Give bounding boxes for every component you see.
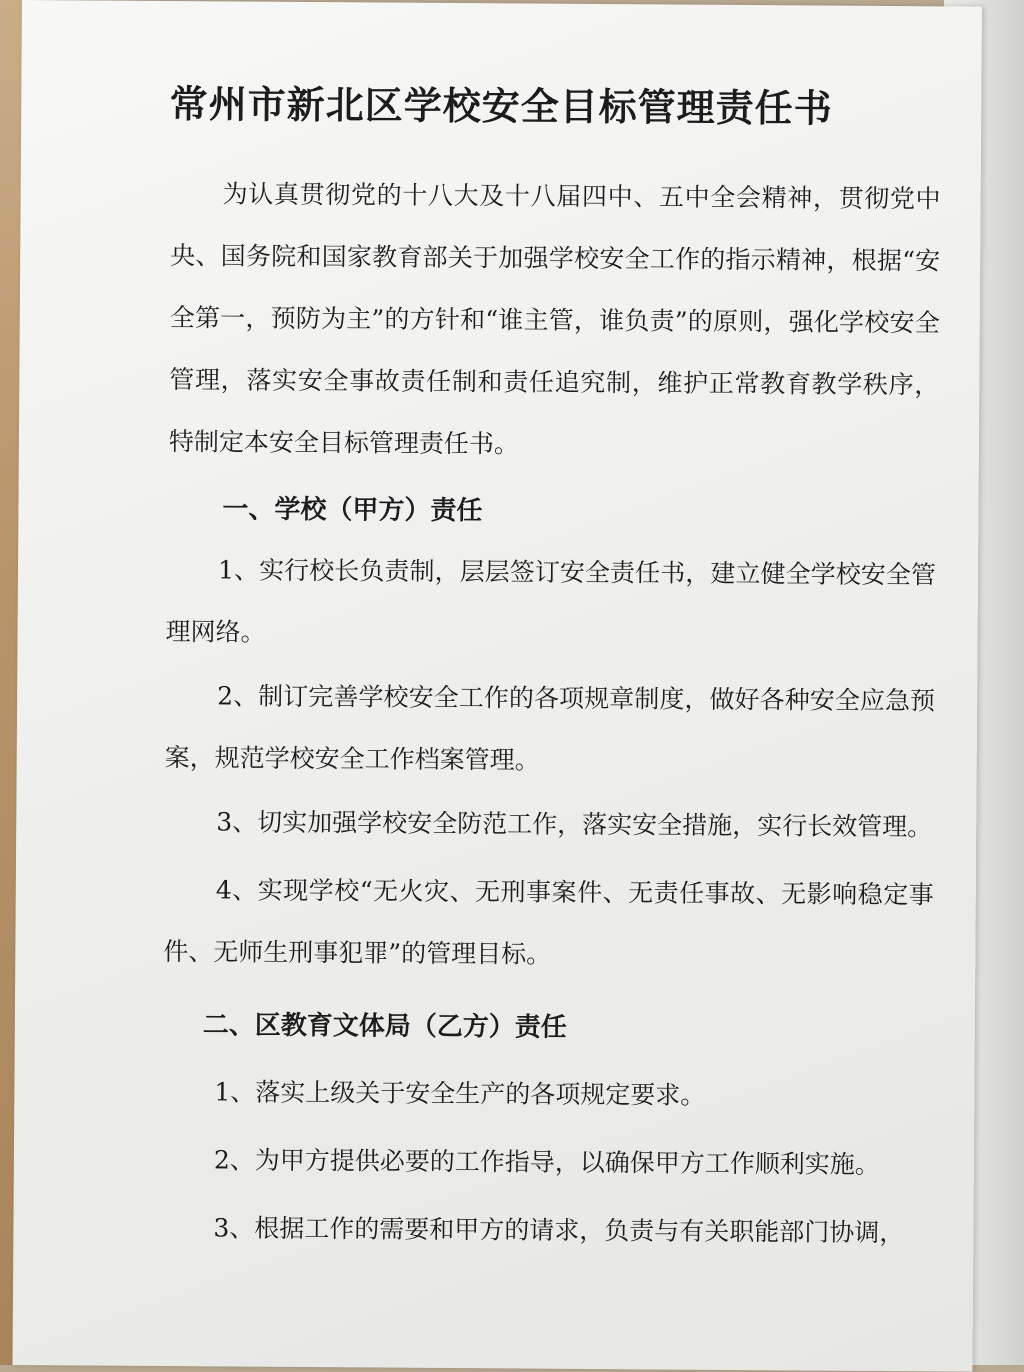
section2-item-1: 1、落实上级关于安全生产的各项规定要求。 — [214, 1077, 706, 1110]
section1-item-4: 4、实现学校“无火灾、无刑事案件、无责任事故、无影响稳定事件、无师生刑事犯罪”的管理目标。 — [163, 875, 934, 969]
intro-paragraph: 为认真贯彻党的十八大及十八届四中、五中全会精神，贯彻党中央、国务院和国家教育部关于加强学校安全工作的指示精神，根据“安全第一，预防为主”的方针和“谁主管，谁负责”的原则，强化学校安全管理，落实安全事故责任制和责任追究制，维护正常教育教学秩序，特制定本安全目标管理责任书。 — [168, 179, 941, 459]
document-title: 常州市新北区学校安全目标管理责任书 — [169, 82, 833, 131]
section1-item-1: 1、实行校长负责制，层层签订安全责任书，建立健全学校安全管理网络。 — [165, 555, 937, 647]
section2-item-3: 3、根据工作的需要和甲方的请求，负责与有关职能部门协调， — [213, 1213, 905, 1248]
document-body — [12, 0, 982, 1372]
section1-item-3: 3、切实加强学校安全防范工作，落实安全措施，实行长效管理。 — [216, 807, 933, 842]
section2-item-2: 2、为甲方提供必要的工作指导，以确保甲方工作顺利实施。 — [213, 1145, 880, 1180]
section1-item-2: 2、制订完善学校安全工作的各项规章制度，做好各种安全应急预案，规范学校安全工作档案管理。 — [164, 681, 936, 775]
section2-heading: 二、区教育文体局（乙方）责任 — [202, 1010, 567, 1043]
paper-sheet — [12, 0, 982, 1372]
section1-heading: 一、学校（甲方）责任 — [222, 494, 483, 527]
